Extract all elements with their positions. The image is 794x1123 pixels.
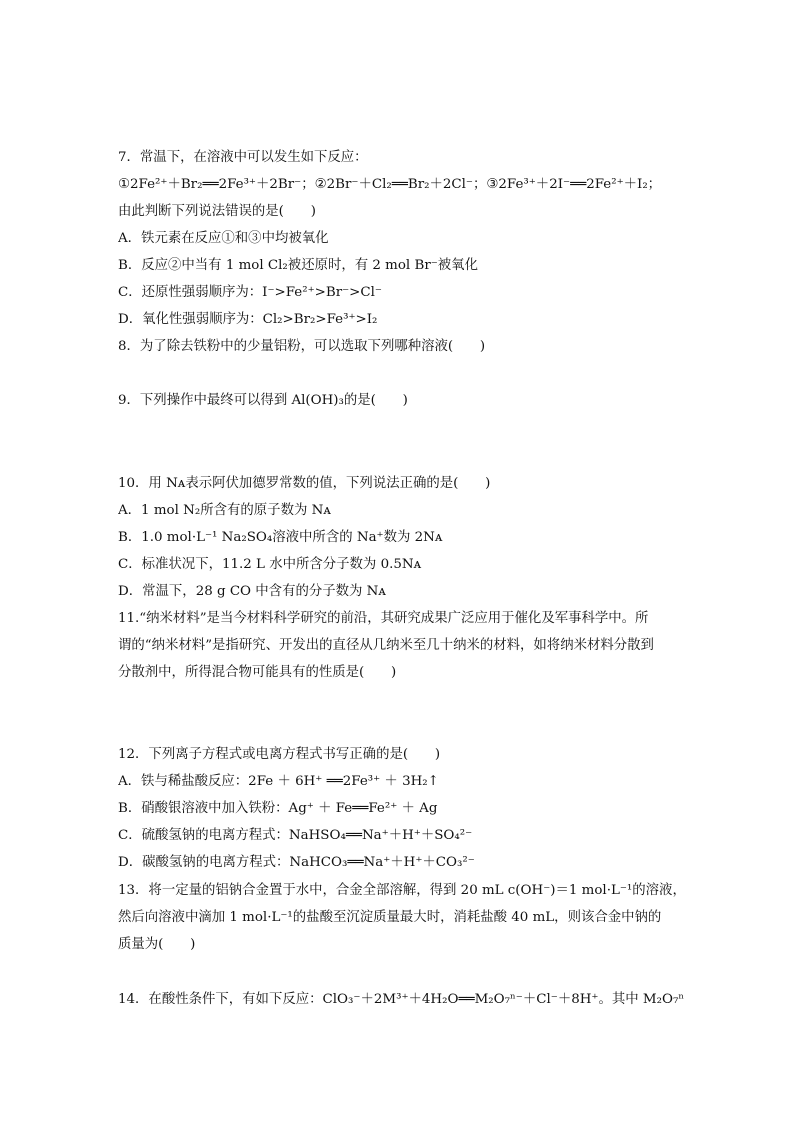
q11-line-2: 谓的“纳米材料”是指研究、开发出的直径从几纳米至几十纳米的材料，如将纳米材料分散到 [118,638,654,653]
q12-stem: 12．下列离子方程式或电离方程式书写正确的是( ) [118,747,441,762]
q13-line-1: 13．将一定量的铝钠合金置于水中，合金全部溶解，得到 20 mL c(OH⁻)＝1 mol·L⁻¹的溶液， [118,883,686,898]
q13-line-2: 然后向溶液中滴加 1 mol·L⁻¹的盐酸至沉淀质量最大时，消耗盐酸 40 mL，则该合金中钠的 [118,910,662,925]
q11-line-1: 11.“纳米材料”是当今材料科学研究的前沿，其研究成果广泛应用于催化及军事科学中。所 [118,611,649,626]
q7-option-a: A．铁元素在反应①和③中均被氧化 [118,231,329,246]
q7-option-d: D．氧化性强弱顺序为：Cl₂>Br₂>Fe³⁺>I₂ [118,312,378,327]
q10-option-d: D．常温下，28 g CO 中含有的分子数为 Nᴀ [118,584,386,599]
q13-line-3: 质量为( ) [118,937,196,952]
q10-option-c: C．标准状况下，11.2 L 水中所含分子数为 0.5Nᴀ [118,557,422,572]
q12-option-a: A．铁与稀盐酸反应：2Fe ＋ 6H⁺ ══2Fe³⁺ ＋ 3H₂↑ [118,774,439,789]
q9-stem: 9．下列操作中最终可以得到 Al(OH)₃的是( ) [118,393,408,408]
q14-line-1: 14．在酸性条件下，有如下反应：ClO₃⁻＋2M³⁺＋4H₂O══M₂O₇ⁿ⁻＋Cl⁻＋8H⁺。其中 M₂O₇ⁿ [118,992,685,1007]
q7-question: 由此判断下列说法错误的是( ) [118,204,316,219]
q10-option-b: B．1.0 mol·L⁻¹ Na₂SO₄溶液中所含的 Na⁺数为 2Nᴀ [118,530,443,545]
q12-option-b: B．硝酸银溶液中加入铁粉：Ag⁺ ＋ Fe══Fe²⁺ ＋ Ag [118,801,438,816]
q10-stem: 10．用 Nᴀ表示阿伏加德罗常数的值，下列说法正确的是( ) [118,476,491,491]
q12-option-d: D．碳酸氢钠的电离方程式：NaHCO₃══Na⁺＋H⁺＋CO₃²⁻ [118,855,475,870]
q8-stem: 8．为了除去铁粉中的少量铝粉，可以选取下列哪种溶液( ) [118,339,486,354]
q12-option-c: C．硫酸氢钠的电离方程式：NaHSO₄══Na⁺＋H⁺＋SO₄²⁻ [118,828,473,843]
q11-line-3: 分散剂中，所得混合物可能具有的性质是( ) [118,665,397,680]
q7-reactions: ①2Fe²⁺＋Br₂══2Fe³⁺＋2Br⁻；②2Br⁻＋Cl₂══Br₂＋2Cl⁻；③2Fe³⁺＋2I⁻══2Fe²⁺＋I₂； [118,177,662,192]
q7-option-b: B．反应②中当有 1 mol Cl₂被还原时，有 2 mol Br⁻被氧化 [118,258,478,273]
q7-stem: 7．常温下，在溶液中可以发生如下反应： [118,150,368,165]
q7-option-c: C．还原性强弱顺序为：I⁻>Fe²⁺>Br⁻>Cl⁻ [118,285,382,300]
q10-option-a: A．1 mol N₂所含有的原子数为 Nᴀ [118,503,331,518]
